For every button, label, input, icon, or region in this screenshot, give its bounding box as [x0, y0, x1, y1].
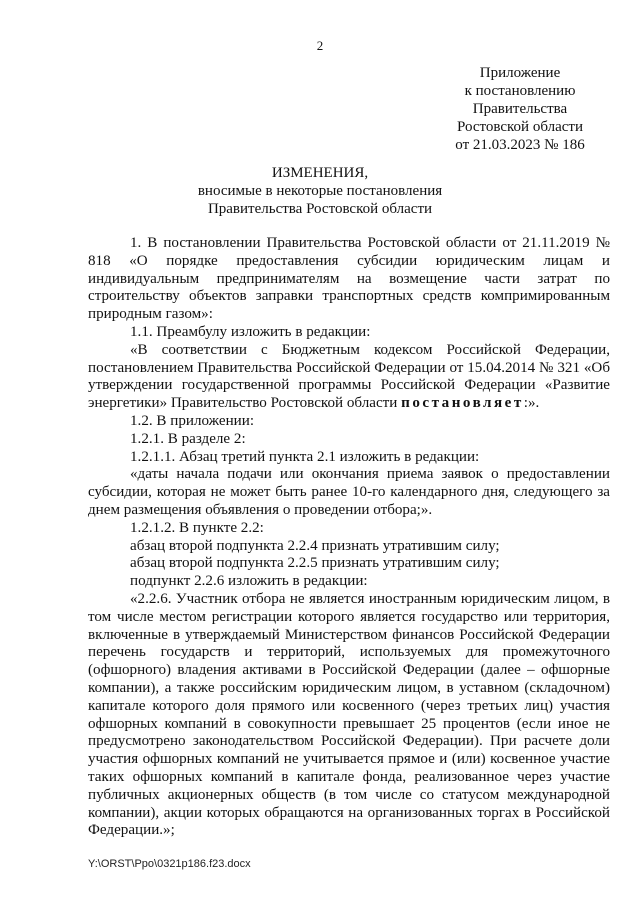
appendix-line: Приложение [479, 65, 561, 81]
paragraph: «2.2.6. Участник отбора не является иностранным юридическим лицом, в том числе местом регистрации которого является государство или территория, включенные в утверждаемый Министерством финансов Российской Федерации перечень государств и территорий, используемых для промежуточного (офшорного) владения активами в Российской Федерации (далее – офшорные компании), а также российским юридическим лицом, в уставном (складочном) капитале которого доля прямого или косвенного (через третьих лиц) участия офшорных компаний в совокупности превышает 25 процентов (если иное не предусмотрено законодательством Российской Федерации). При расчете доли участия офшорных компаний не учитывается прямое и (или) косвенное участие таких офшорных компаний в капитале фонда, реализованное через участие публичных акционерных обществ (в том числе со статусом международной компании), акции которых обращаются на организованных торгах в Российской Федерации.»; [88, 590, 610, 839]
paragraph: абзац второй подпункта 2.2.5 признать утратившим силу; [130, 555, 500, 572]
page-number: 2 [316, 38, 324, 53]
paragraph [88, 342, 610, 413]
document-body [88, 235, 610, 840]
appendix-line: Ростовской области [457, 119, 583, 135]
paragraph: 1.1. Преамбулу изложить в редакции: [130, 323, 371, 340]
paragraph: абзац второй подпункта 2.2.4 признать утратившим силу; [130, 537, 500, 554]
paragraph-text: «В соответствии с Бюджетным кодексом Российской Федерации, постановлением Правительства Российской Федерации от 15.04.2014 № 321 «Об утверждении государственной программы Российской Федерации «Развитие энергетики» Правительство Ростовской области [88, 341, 610, 412]
paragraph: 1.2. В приложении: [130, 412, 255, 429]
appendix-line: Правительства [472, 101, 568, 117]
appendix-line: от 21.03.2023 № 186 [455, 137, 585, 153]
paragraph: 1.2.1.1. Абзац третий пункта 2.1 изложить в редакции: [130, 448, 480, 465]
file-path-footer: Y:\ORST\Ppo\0321p186.f23.docx [88, 858, 251, 870]
paragraph: подпункт 2.2.6 изложить в редакции: [130, 573, 368, 590]
appendix-block [420, 64, 620, 154]
paragraph: 1.2.1.2. В пункте 2.2: [130, 519, 264, 536]
paragraph-text: :». [523, 395, 540, 412]
spaced-word: постановляет [401, 395, 524, 412]
document-heading [0, 164, 640, 218]
paragraph: 1.2.1. В разделе 2: [130, 430, 246, 447]
paragraph: «даты начала подачи или окончания приема заявок о предоставлении субсидии, которая не может быть ранее 10-го календарного дня, следующего за днем размещения объявления о проведении отбора;». [88, 466, 610, 518]
paragraph: 1. В постановлении Правительства Ростовской области от 21.11.2019 № 818 «О порядке предоставления субсидии юридическим лицам и индивидуальным предпринимателям на возмещение части затрат по строительству объектов заправки транспортных средств компримированным природным газом»: [88, 235, 610, 323]
heading-subtitle: вносимые в некоторые постановления [197, 183, 443, 199]
heading-subtitle: Правительства Ростовской области [207, 201, 433, 217]
appendix-line: к постановлению [464, 83, 576, 99]
heading-title: ИЗМЕНЕНИЯ, [271, 165, 369, 181]
